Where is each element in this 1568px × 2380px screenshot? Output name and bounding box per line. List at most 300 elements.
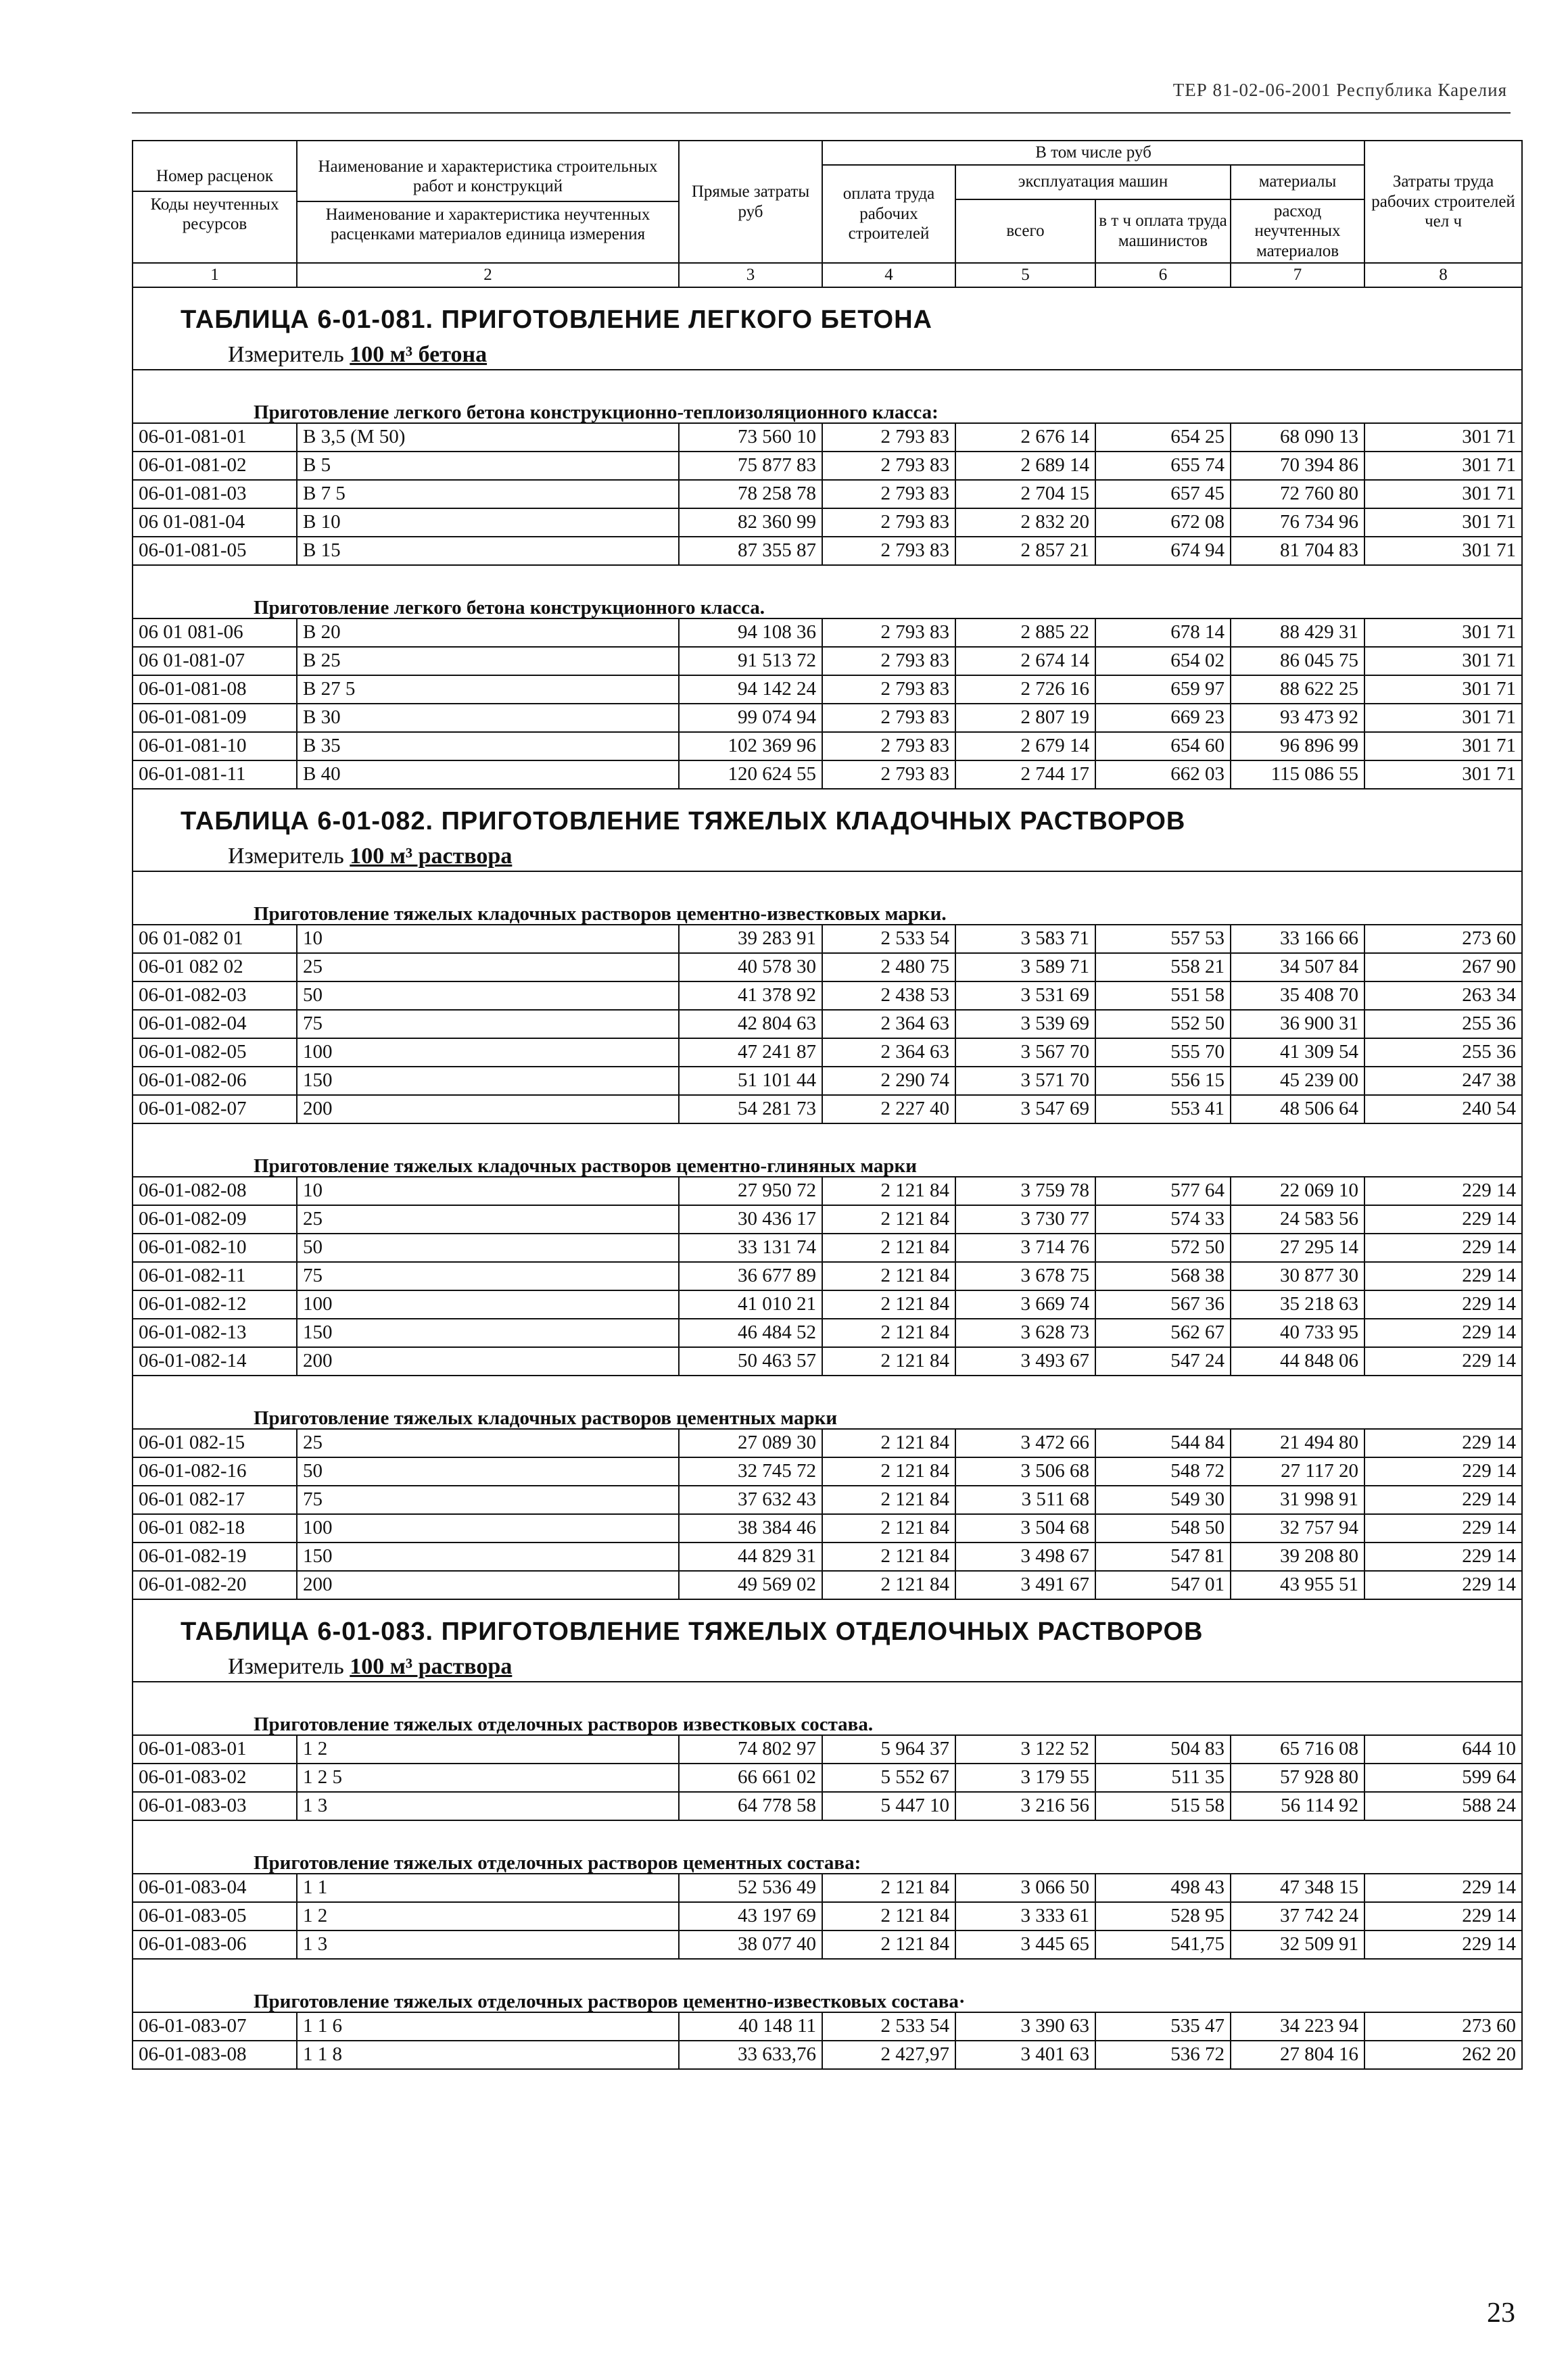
rate-code-cell: 06 01-081-07 xyxy=(133,647,297,675)
item-name-cell: 150 xyxy=(297,1319,679,1347)
worker-pay-cell: 2 533 54 xyxy=(822,925,955,953)
machines-total-cell: 2 857 21 xyxy=(955,537,1095,565)
col-mach-total-header: всего xyxy=(955,199,1095,264)
labor-hours-cell: 267 90 xyxy=(1364,953,1522,981)
worker-pay-cell: 2 364 63 xyxy=(822,1010,955,1038)
labor-hours-cell: 229 14 xyxy=(1364,1486,1522,1514)
labor-hours-cell: 588 24 xyxy=(1364,1792,1522,1820)
labor-hours-cell: 229 14 xyxy=(1364,1347,1522,1376)
machinists-pay-cell: 528 95 xyxy=(1095,1902,1231,1930)
materials-cost-cell: 68 090 13 xyxy=(1231,423,1364,452)
code-top-label: Номер расценок xyxy=(156,167,273,186)
name-bottom-label: Наименование и характеристика неучтенных расценками материалов единица измерения xyxy=(298,201,678,245)
table-title: ТАБЛИЦА 6-01-083. ПРИГОТОВЛЕНИЕ ТЯЖЕЛЫХ ОТДЕЛОЧНЫХ РАСТВОРОВ xyxy=(181,1617,1204,1646)
machinists-pay-cell: 662 03 xyxy=(1095,760,1231,789)
materials-cost-cell: 37 742 24 xyxy=(1231,1902,1364,1930)
section-heading-row xyxy=(133,565,1522,618)
materials-cost-cell: 34 223 94 xyxy=(1231,2012,1364,2041)
labor-hours-cell: 255 36 xyxy=(1364,1038,1522,1067)
item-name-cell: 100 xyxy=(297,1514,679,1543)
labor-hours-cell: 255 36 xyxy=(1364,1010,1522,1038)
table-row xyxy=(133,1177,1522,1205)
machinists-pay-cell: 541,75 xyxy=(1095,1930,1231,1959)
section-heading: Приготовление тяжелых отделочных растворов цементных состава: xyxy=(133,1820,1522,1874)
direct-costs-cell: 38 384 46 xyxy=(679,1514,822,1543)
worker-pay-cell: 2 533 54 xyxy=(822,2012,955,2041)
worker-pay-cell: 2 480 75 xyxy=(822,953,955,981)
materials-cost-cell: 48 506 64 xyxy=(1231,1095,1364,1123)
direct-costs-cell: 94 142 24 xyxy=(679,675,822,704)
col-number: 7 xyxy=(1231,263,1364,287)
machines-total-cell: 3 493 67 xyxy=(955,1347,1095,1376)
item-name-cell: 1 1 xyxy=(297,1874,679,1902)
machines-total-cell: 3 179 55 xyxy=(955,1764,1095,1792)
materials-cost-cell: 88 622 25 xyxy=(1231,675,1364,704)
item-name-cell: 200 xyxy=(297,1571,679,1599)
machines-total-cell: 2 832 20 xyxy=(955,508,1095,537)
table-row xyxy=(133,1290,1522,1319)
table-body xyxy=(133,287,1522,2069)
labor-hours-cell: 229 14 xyxy=(1364,1543,1522,1571)
labor-hours-cell: 229 14 xyxy=(1364,1262,1522,1290)
col-number: 8 xyxy=(1364,263,1522,287)
machines-total-cell: 3 539 69 xyxy=(955,1010,1095,1038)
machinists-pay-cell: 654 60 xyxy=(1095,732,1231,760)
machinists-pay-cell: 678 14 xyxy=(1095,618,1231,647)
machines-total-cell: 3 122 52 xyxy=(955,1735,1095,1764)
machinists-pay-cell: 574 33 xyxy=(1095,1205,1231,1234)
rate-code-cell: 06-01-081-01 xyxy=(133,423,297,452)
rate-code-cell: 06-01-083-07 xyxy=(133,2012,297,2041)
materials-cost-cell: 56 114 92 xyxy=(1231,1792,1364,1820)
table-row xyxy=(133,1457,1522,1486)
table-title: ТАБЛИЦА 6-01-082. ПРИГОТОВЛЕНИЕ ТЯЖЕЛЫХ КЛАДОЧНЫХ РАСТВОРОВ xyxy=(181,806,1186,835)
direct-costs-cell: 47 241 87 xyxy=(679,1038,822,1067)
worker-pay-cell: 2 793 83 xyxy=(822,704,955,732)
measure-value: 100 м³ бетона xyxy=(350,341,488,367)
direct-costs-cell: 49 569 02 xyxy=(679,1571,822,1599)
machinists-pay-cell: 547 01 xyxy=(1095,1571,1231,1599)
materials-cost-cell: 34 507 84 xyxy=(1231,953,1364,981)
materials-cost-cell: 36 900 31 xyxy=(1231,1010,1364,1038)
table-row xyxy=(133,1486,1522,1514)
table-row xyxy=(133,925,1522,953)
table-row xyxy=(133,2012,1522,2041)
materials-cost-cell: 31 998 91 xyxy=(1231,1486,1364,1514)
rate-code-cell: 06-01-082-13 xyxy=(133,1319,297,1347)
materials-cost-cell: 57 928 80 xyxy=(1231,1764,1364,1792)
table-row xyxy=(133,1095,1522,1123)
direct-costs-cell: 52 536 49 xyxy=(679,1874,822,1902)
direct-costs-cell: 99 074 94 xyxy=(679,704,822,732)
worker-pay-cell: 2 121 84 xyxy=(822,1319,955,1347)
item-name-cell: В 3,5 (М 50) xyxy=(297,423,679,452)
machinists-pay-cell: 511 35 xyxy=(1095,1764,1231,1792)
labor-hours-cell: 301 71 xyxy=(1364,508,1522,537)
table-row xyxy=(133,1930,1522,1959)
machinists-pay-cell: 568 38 xyxy=(1095,1262,1231,1290)
machinists-pay-cell: 567 36 xyxy=(1095,1290,1231,1319)
measure-label: Измеритель xyxy=(228,341,344,367)
machines-total-cell: 2 676 14 xyxy=(955,423,1095,452)
rate-code-cell: 06-01-083-03 xyxy=(133,1792,297,1820)
machinists-pay-cell: 672 08 xyxy=(1095,508,1231,537)
labor-hours-cell: 301 71 xyxy=(1364,618,1522,647)
labor-hours-cell: 263 34 xyxy=(1364,981,1522,1010)
materials-cost-cell: 32 509 91 xyxy=(1231,1930,1364,1959)
materials-cost-cell: 27 117 20 xyxy=(1231,1457,1364,1486)
price-table xyxy=(132,140,1523,2070)
worker-pay-cell: 2 793 83 xyxy=(822,675,955,704)
running-head: ТЕР 81-02-06-2001 Республика Карелия xyxy=(1172,80,1507,100)
worker-pay-cell: 2 121 84 xyxy=(822,1486,955,1514)
section-heading: Приготовление легкого бетона конструкционно-теплоизоляционного класса: xyxy=(133,370,1522,423)
rate-code-cell: 06-01 082-17 xyxy=(133,1486,297,1514)
col-mach-pay-header: в т ч оплата труда машинистов xyxy=(1095,199,1231,264)
direct-costs-cell: 87 355 87 xyxy=(679,537,822,565)
measure-label: Измеритель xyxy=(228,843,344,869)
worker-pay-cell: 2 121 84 xyxy=(822,1262,955,1290)
worker-pay-cell: 5 552 67 xyxy=(822,1764,955,1792)
machines-total-cell: 2 885 22 xyxy=(955,618,1095,647)
labor-hours-cell: 229 14 xyxy=(1364,1457,1522,1486)
section-heading: Приготовление тяжелых кладочных растворов цементно-глиняных марки xyxy=(133,1123,1522,1177)
item-name-cell: 25 xyxy=(297,953,679,981)
labor-hours-cell: 229 14 xyxy=(1364,1902,1522,1930)
labor-hours-cell: 301 71 xyxy=(1364,675,1522,704)
rate-code-cell: 06-01-082-16 xyxy=(133,1457,297,1486)
worker-pay-cell: 2 121 84 xyxy=(822,1571,955,1599)
labor-hours-cell: 301 71 xyxy=(1364,423,1522,452)
rate-code-cell: 06-01-083-08 xyxy=(133,2041,297,2069)
item-name-cell: 50 xyxy=(297,1234,679,1262)
materials-cost-cell: 72 760 80 xyxy=(1231,480,1364,508)
worker-pay-cell: 2 121 84 xyxy=(822,1177,955,1205)
machinists-pay-cell: 535 47 xyxy=(1095,2012,1231,2041)
rate-code-cell: 06-01-082-08 xyxy=(133,1177,297,1205)
machines-total-cell: 3 491 67 xyxy=(955,1571,1095,1599)
direct-costs-cell: 37 632 43 xyxy=(679,1486,822,1514)
section-heading-row xyxy=(133,1682,1522,1735)
direct-costs-cell: 102 369 96 xyxy=(679,732,822,760)
materials-cost-cell: 44 848 06 xyxy=(1231,1347,1364,1376)
direct-costs-cell: 41 010 21 xyxy=(679,1290,822,1319)
machines-total-cell: 2 674 14 xyxy=(955,647,1095,675)
materials-cost-cell: 30 877 30 xyxy=(1231,1262,1364,1290)
table-caption xyxy=(133,1599,1522,1682)
section-heading-row xyxy=(133,871,1522,925)
direct-costs-cell: 46 484 52 xyxy=(679,1319,822,1347)
materials-cost-cell: 96 896 99 xyxy=(1231,732,1364,760)
direct-costs-cell: 44 829 31 xyxy=(679,1543,822,1571)
materials-cost-cell: 88 429 31 xyxy=(1231,618,1364,647)
section-heading-row xyxy=(133,370,1522,423)
table-caption xyxy=(133,287,1522,370)
section-heading: Приготовление тяжелых кладочных растворов цементно-известковых марки. xyxy=(133,871,1522,925)
rate-code-cell: 06-01 082-18 xyxy=(133,1514,297,1543)
worker-pay-cell: 2 793 83 xyxy=(822,618,955,647)
rate-code-cell: 06-01-082-11 xyxy=(133,1262,297,1290)
table-row xyxy=(133,2041,1522,2069)
table-row xyxy=(133,1234,1522,1262)
machinists-pay-cell: 544 84 xyxy=(1095,1429,1231,1457)
worker-pay-cell: 2 121 84 xyxy=(822,1930,955,1959)
col-code-header xyxy=(133,141,297,263)
item-name-cell: В 27 5 xyxy=(297,675,679,704)
materials-cost-cell: 41 309 54 xyxy=(1231,1038,1364,1067)
machines-total-cell: 2 704 15 xyxy=(955,480,1095,508)
worker-pay-cell: 2 121 84 xyxy=(822,1429,955,1457)
rate-code-cell: 06 01-082 01 xyxy=(133,925,297,953)
worker-pay-cell: 2 438 53 xyxy=(822,981,955,1010)
machines-total-cell: 3 628 73 xyxy=(955,1319,1095,1347)
direct-costs-cell: 78 258 78 xyxy=(679,480,822,508)
table-row xyxy=(133,953,1522,981)
worker-pay-cell: 2 364 63 xyxy=(822,1038,955,1067)
table-row xyxy=(133,1205,1522,1234)
section-heading-row xyxy=(133,1123,1522,1177)
machinists-pay-cell: 555 70 xyxy=(1095,1038,1231,1067)
rate-code-cell: 06 01-081-04 xyxy=(133,508,297,537)
code-bottom-label: Коды неучтенных ресурсов xyxy=(133,191,296,235)
labor-hours-cell: 599 64 xyxy=(1364,1764,1522,1792)
machines-total-cell: 2 726 16 xyxy=(955,675,1095,704)
rate-code-cell: 06-01-081-11 xyxy=(133,760,297,789)
worker-pay-cell: 2 793 83 xyxy=(822,760,955,789)
table-row xyxy=(133,1874,1522,1902)
direct-costs-cell: 82 360 99 xyxy=(679,508,822,537)
direct-costs-cell: 30 436 17 xyxy=(679,1205,822,1234)
rate-code-cell: 06-01-083-05 xyxy=(133,1902,297,1930)
labor-hours-cell: 229 14 xyxy=(1364,1429,1522,1457)
table-row xyxy=(133,704,1522,732)
machinists-pay-cell: 654 02 xyxy=(1095,647,1231,675)
worker-pay-cell: 2 793 83 xyxy=(822,480,955,508)
machinists-pay-cell: 549 30 xyxy=(1095,1486,1231,1514)
direct-costs-cell: 36 677 89 xyxy=(679,1262,822,1290)
item-name-cell: 200 xyxy=(297,1347,679,1376)
item-name-cell: 75 xyxy=(297,1010,679,1038)
machines-total-cell: 3 506 68 xyxy=(955,1457,1095,1486)
item-name-cell: 1 2 xyxy=(297,1735,679,1764)
materials-cost-cell: 43 955 51 xyxy=(1231,1571,1364,1599)
section-heading-row xyxy=(133,1376,1522,1429)
table-caption xyxy=(133,789,1522,871)
table-row xyxy=(133,1571,1522,1599)
materials-cost-cell: 81 704 83 xyxy=(1231,537,1364,565)
machinists-pay-cell: 504 83 xyxy=(1095,1735,1231,1764)
table-row xyxy=(133,508,1522,537)
machinists-pay-cell: 657 45 xyxy=(1095,480,1231,508)
labor-hours-cell: 644 10 xyxy=(1364,1735,1522,1764)
item-name-cell: 1 3 xyxy=(297,1792,679,1820)
table-title-row xyxy=(133,1599,1522,1682)
col-materials-header: материалы xyxy=(1231,165,1364,199)
table-row xyxy=(133,1347,1522,1376)
col-name-header xyxy=(297,141,679,263)
header-rule xyxy=(132,112,1511,114)
machines-total-cell: 2 679 14 xyxy=(955,732,1095,760)
col-pay-header: оплата труда рабочих строителей xyxy=(822,165,955,264)
materials-cost-cell: 21 494 80 xyxy=(1231,1429,1364,1457)
machinists-pay-cell: 557 53 xyxy=(1095,925,1231,953)
item-name-cell: 1 1 6 xyxy=(297,2012,679,2041)
machinists-pay-cell: 562 67 xyxy=(1095,1319,1231,1347)
machines-total-cell: 3 216 56 xyxy=(955,1792,1095,1820)
table-row xyxy=(133,1067,1522,1095)
item-name-cell: 1 3 xyxy=(297,1930,679,1959)
labor-hours-cell: 301 71 xyxy=(1364,452,1522,480)
item-name-cell: 200 xyxy=(297,1095,679,1123)
materials-cost-cell: 86 045 75 xyxy=(1231,647,1364,675)
machinists-pay-cell: 515 58 xyxy=(1095,1792,1231,1820)
machinists-pay-cell: 498 43 xyxy=(1095,1874,1231,1902)
col-direct-header: Прямые затраты руб xyxy=(679,141,822,263)
rate-code-cell: 06-01-082-20 xyxy=(133,1571,297,1599)
materials-cost-cell: 45 239 00 xyxy=(1231,1067,1364,1095)
machines-total-cell: 3 583 71 xyxy=(955,925,1095,953)
rate-code-cell: 06-01-081-05 xyxy=(133,537,297,565)
worker-pay-cell: 2 793 83 xyxy=(822,423,955,452)
worker-pay-cell: 2 793 83 xyxy=(822,732,955,760)
measure-line xyxy=(228,845,1521,868)
worker-pay-cell: 2 121 84 xyxy=(822,1234,955,1262)
machinists-pay-cell: 654 25 xyxy=(1095,423,1231,452)
machines-total-cell: 3 589 71 xyxy=(955,953,1095,981)
direct-costs-cell: 91 513 72 xyxy=(679,647,822,675)
table-row xyxy=(133,675,1522,704)
table-row xyxy=(133,1262,1522,1290)
table-row xyxy=(133,760,1522,789)
rate-code-cell: 06-01-082-05 xyxy=(133,1038,297,1067)
rate-code-cell: 06-01-081-10 xyxy=(133,732,297,760)
machines-total-cell: 3 472 66 xyxy=(955,1429,1095,1457)
machinists-pay-cell: 553 41 xyxy=(1095,1095,1231,1123)
item-name-cell: В 35 xyxy=(297,732,679,760)
rate-code-cell: 06-01-082-03 xyxy=(133,981,297,1010)
item-name-cell: 150 xyxy=(297,1543,679,1571)
table-title: ТАБЛИЦА 6-01-081. ПРИГОТОВЛЕНИЕ ЛЕГКОГО БЕТОНА xyxy=(181,305,932,334)
rate-code-cell: 06-01-081-08 xyxy=(133,675,297,704)
direct-costs-cell: 27 950 72 xyxy=(679,1177,822,1205)
table-row xyxy=(133,1735,1522,1764)
item-name-cell: В 10 xyxy=(297,508,679,537)
direct-costs-cell: 32 745 72 xyxy=(679,1457,822,1486)
labor-hours-cell: 262 20 xyxy=(1364,2041,1522,2069)
page-number: 23 xyxy=(1487,2298,1515,2329)
worker-pay-cell: 2 121 84 xyxy=(822,1514,955,1543)
materials-cost-cell: 27 804 16 xyxy=(1231,2041,1364,2069)
materials-cost-cell: 65 716 08 xyxy=(1231,1735,1364,1764)
labor-hours-cell: 301 71 xyxy=(1364,537,1522,565)
worker-pay-cell: 2 290 74 xyxy=(822,1067,955,1095)
worker-pay-cell: 2 121 84 xyxy=(822,1543,955,1571)
direct-costs-cell: 43 197 69 xyxy=(679,1902,822,1930)
machines-total-cell: 3 504 68 xyxy=(955,1514,1095,1543)
direct-costs-cell: 40 578 30 xyxy=(679,953,822,981)
labor-hours-cell: 229 14 xyxy=(1364,1234,1522,1262)
direct-costs-cell: 54 281 73 xyxy=(679,1095,822,1123)
machinists-pay-cell: 547 81 xyxy=(1095,1543,1231,1571)
direct-costs-cell: 94 108 36 xyxy=(679,618,822,647)
rate-code-cell: 06-01-083-01 xyxy=(133,1735,297,1764)
machines-total-cell: 3 669 74 xyxy=(955,1290,1095,1319)
materials-cost-cell: 115 086 55 xyxy=(1231,760,1364,789)
item-name-cell: 1 2 xyxy=(297,1902,679,1930)
labor-hours-cell: 229 14 xyxy=(1364,1177,1522,1205)
labor-hours-cell: 273 60 xyxy=(1364,925,1522,953)
machines-total-cell: 3 730 77 xyxy=(955,1205,1095,1234)
machinists-pay-cell: 556 15 xyxy=(1095,1067,1231,1095)
rate-code-cell: 06-01 082 02 xyxy=(133,953,297,981)
labor-hours-cell: 229 14 xyxy=(1364,1571,1522,1599)
worker-pay-cell: 2 793 83 xyxy=(822,508,955,537)
machines-total-cell: 3 511 68 xyxy=(955,1486,1095,1514)
machinists-pay-cell: 551 58 xyxy=(1095,981,1231,1010)
machines-total-cell: 3 714 76 xyxy=(955,1234,1095,1262)
materials-cost-cell: 76 734 96 xyxy=(1231,508,1364,537)
labor-hours-cell: 229 14 xyxy=(1364,1290,1522,1319)
col-number: 4 xyxy=(822,263,955,287)
machinists-pay-cell: 669 23 xyxy=(1095,704,1231,732)
worker-pay-cell: 5 447 10 xyxy=(822,1792,955,1820)
labor-hours-cell: 273 60 xyxy=(1364,2012,1522,2041)
direct-costs-cell: 50 463 57 xyxy=(679,1347,822,1376)
col-number: 1 xyxy=(133,263,297,287)
machinists-pay-cell: 558 21 xyxy=(1095,953,1231,981)
table-row xyxy=(133,647,1522,675)
table-row xyxy=(133,1319,1522,1347)
machinists-pay-cell: 659 97 xyxy=(1095,675,1231,704)
machines-total-cell: 3 390 63 xyxy=(955,2012,1095,2041)
section-heading-row xyxy=(133,1959,1522,2012)
labor-hours-cell: 229 14 xyxy=(1364,1874,1522,1902)
rate-code-cell: 06-01-082-19 xyxy=(133,1543,297,1571)
materials-cost-cell: 27 295 14 xyxy=(1231,1234,1364,1262)
measure-line xyxy=(228,343,1521,366)
section-heading-row xyxy=(133,1820,1522,1874)
table-row xyxy=(133,537,1522,565)
labor-hours-cell: 301 71 xyxy=(1364,647,1522,675)
direct-costs-cell: 33 131 74 xyxy=(679,1234,822,1262)
direct-costs-cell: 51 101 44 xyxy=(679,1067,822,1095)
table-row xyxy=(133,1543,1522,1571)
direct-costs-cell: 42 804 63 xyxy=(679,1010,822,1038)
item-name-cell: 50 xyxy=(297,981,679,1010)
direct-costs-cell: 120 624 55 xyxy=(679,760,822,789)
materials-cost-cell: 39 208 80 xyxy=(1231,1543,1364,1571)
item-name-cell: 75 xyxy=(297,1486,679,1514)
machines-total-cell: 3 759 78 xyxy=(955,1177,1095,1205)
table-row xyxy=(133,480,1522,508)
labor-hours-cell: 247 38 xyxy=(1364,1067,1522,1095)
item-name-cell: 10 xyxy=(297,925,679,953)
table-row xyxy=(133,1764,1522,1792)
worker-pay-cell: 2 793 83 xyxy=(822,452,955,480)
labor-hours-cell: 229 14 xyxy=(1364,1205,1522,1234)
worker-pay-cell: 2 793 83 xyxy=(822,537,955,565)
worker-pay-cell: 5 964 37 xyxy=(822,1735,955,1764)
item-name-cell: 10 xyxy=(297,1177,679,1205)
item-name-cell: 25 xyxy=(297,1429,679,1457)
col-machines-header: эксплуатация машин xyxy=(955,165,1231,199)
item-name-cell: В 15 xyxy=(297,537,679,565)
machines-total-cell: 3 333 61 xyxy=(955,1902,1095,1930)
materials-cost-cell: 93 473 92 xyxy=(1231,704,1364,732)
table-row xyxy=(133,1792,1522,1820)
machines-total-cell: 3 531 69 xyxy=(955,981,1095,1010)
measure-value: 100 м³ раствора xyxy=(350,843,513,869)
